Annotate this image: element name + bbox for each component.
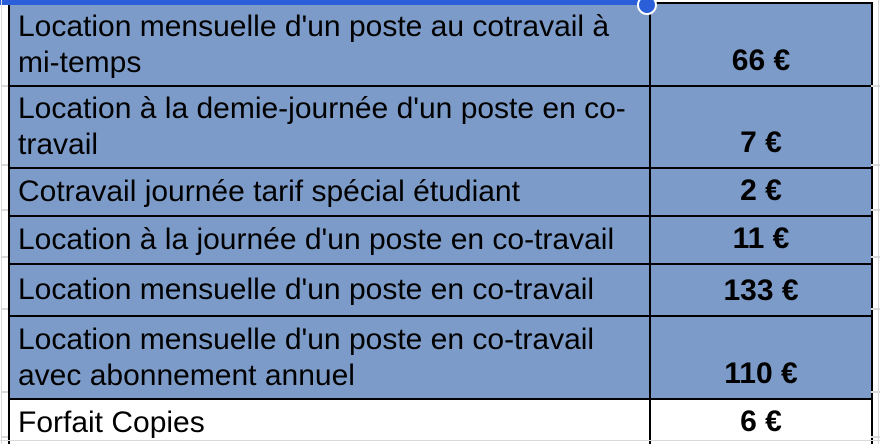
grid-line-stub bbox=[871, 436, 880, 438]
grid-line-stub bbox=[2, 308, 8, 310]
grid-line-stub bbox=[871, 209, 880, 211]
price-cell[interactable]: 7 € bbox=[650, 86, 872, 168]
service-name-cell[interactable]: Location à la journée d'un poste en co-travail bbox=[9, 216, 650, 264]
pricing-table bbox=[8, 2, 873, 444]
price-cell[interactable]: 66 € bbox=[650, 3, 872, 86]
table-row bbox=[9, 216, 872, 264]
grid-line-stub bbox=[2, 85, 8, 87]
service-name-cell[interactable]: Forfait Copies bbox=[9, 399, 650, 444]
grid-line-stub bbox=[2, 256, 8, 258]
table-row bbox=[9, 399, 872, 444]
grid-line-stub bbox=[871, 256, 880, 258]
service-name-cell[interactable]: Location mensuelle d'un poste au cotravail à mi-temps bbox=[9, 3, 650, 86]
price-cell[interactable]: 2 € bbox=[650, 168, 872, 216]
table-row bbox=[9, 3, 872, 86]
service-name-cell[interactable]: Location mensuelle d'un poste en co-travail avec abonnement annuel bbox=[9, 316, 650, 399]
grid-line-stub bbox=[2, 164, 8, 166]
table-row bbox=[9, 316, 872, 399]
selected-border-highlight bbox=[0, 0, 650, 5]
table-row bbox=[9, 86, 872, 168]
service-name-cell[interactable]: Location mensuelle d'un poste en co-travail bbox=[9, 264, 650, 316]
grid-line-stub bbox=[871, 164, 880, 166]
service-name-cell[interactable]: Location à la demie-journée d'un poste en co-travail bbox=[9, 86, 650, 168]
price-cell[interactable]: 6 € bbox=[650, 399, 872, 444]
grid-line-stub bbox=[871, 391, 880, 393]
page-edge-line bbox=[878, 0, 879, 444]
grid-line-stub bbox=[871, 308, 880, 310]
page-edge-line bbox=[1, 0, 2, 444]
grid-line-stub bbox=[2, 391, 8, 393]
service-name-cell[interactable]: Cotravail journée tarif spécial étudiant bbox=[9, 168, 650, 216]
price-cell[interactable]: 110 € bbox=[650, 316, 872, 399]
table-row bbox=[9, 264, 872, 316]
grid-line-stub bbox=[2, 436, 8, 438]
grid-line-stub bbox=[871, 85, 880, 87]
price-cell[interactable]: 133 € bbox=[650, 264, 872, 316]
price-cell[interactable]: 11 € bbox=[650, 216, 872, 264]
table-row bbox=[9, 168, 872, 216]
grid-line-stub bbox=[2, 209, 8, 211]
page-edge-line bbox=[0, 440, 880, 441]
